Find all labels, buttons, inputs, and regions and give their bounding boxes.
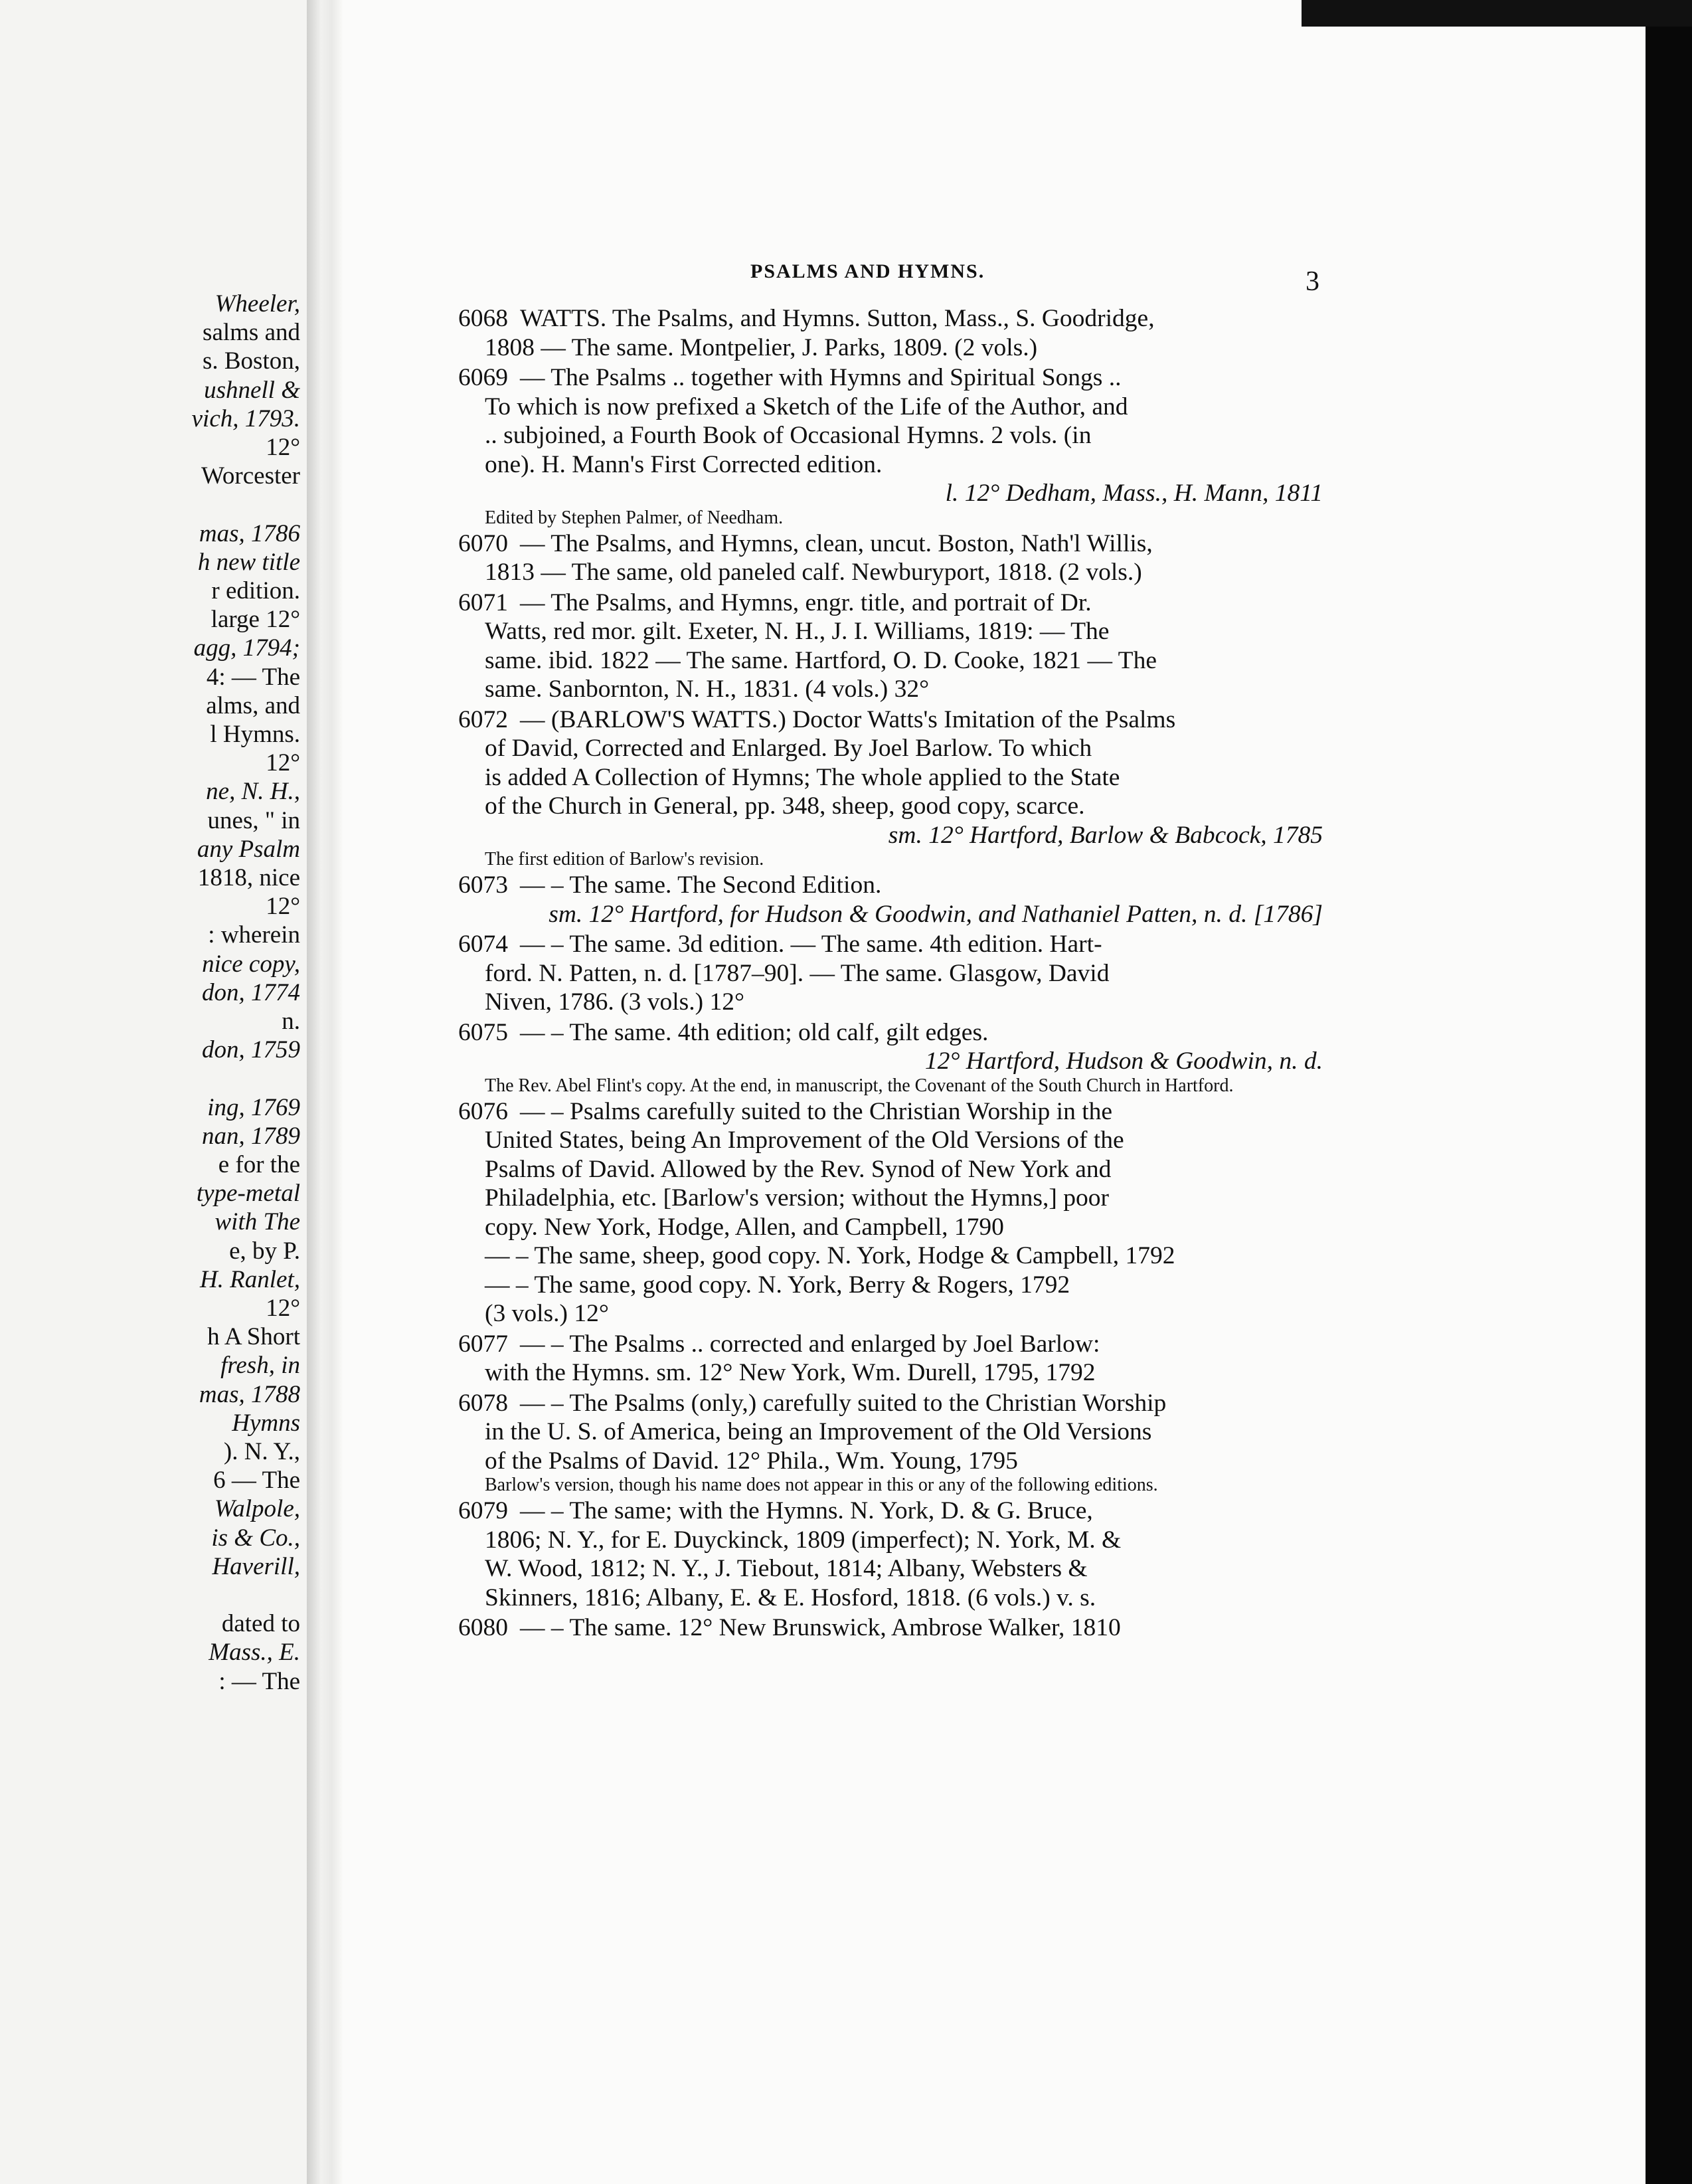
left-page-line: ushnell &	[204, 376, 300, 404]
entry-line	[458, 421, 1323, 450]
entry-text: United States, being An Improvement of the Old Versions of the	[485, 1127, 1124, 1154]
entry-text: Skinners, 1816; Albany, E. & E. Hosford, 1818. (6 vols.) v. s.	[485, 1584, 1096, 1611]
left-page-line: don, 1774	[202, 978, 300, 1006]
left-page-line: with The	[214, 1208, 300, 1236]
entry-line	[458, 333, 1323, 363]
entry-text: 1813 — The same, old paneled calf. Newburyport, 1818. (2 vols.)	[485, 559, 1142, 586]
entry-line	[458, 734, 1323, 763]
entry-imprint: l. 12° Dedham, Mass., H. Mann, 1811	[945, 480, 1323, 507]
left-page-line: vich, 1793.	[191, 405, 300, 432]
entry-line	[458, 1213, 1323, 1242]
entry-first-line	[458, 1389, 1323, 1418]
left-page-line: dated to	[221, 1610, 300, 1638]
entry-text: — – The same. The Second Edition.	[520, 871, 882, 899]
left-page-line: ing, 1769	[207, 1093, 300, 1121]
entry-number: 6071	[458, 589, 508, 616]
left-page-line: 6 — The	[213, 1467, 300, 1495]
entry-text: of the Psalms of David. 12° Phila., Wm. Young, 1795	[485, 1447, 1018, 1475]
entry-line	[458, 959, 1323, 988]
scan-top-edge	[1302, 0, 1692, 27]
book-gutter	[307, 0, 343, 2184]
entry-text: 1808 — The same. Montpelier, J. Parks, 1809. (2 vols.)	[485, 333, 1038, 361]
entry-imprint: 12° Hartford, Hudson & Goodwin, n. d.	[924, 1047, 1323, 1075]
left-page-line: 12°	[266, 1295, 300, 1322]
entry-note: The first edition of Barlow's revision.	[485, 849, 764, 869]
entry-number: 6073	[458, 871, 508, 899]
entry-first-line	[458, 705, 1323, 735]
catalog-entry	[458, 1018, 1323, 1096]
left-page-line: : wherein	[208, 921, 300, 949]
left-page-line: Wheeler,	[214, 290, 300, 318]
entry-first-line	[458, 1497, 1323, 1526]
entry-number: 6075	[458, 1018, 508, 1046]
entry-line	[458, 1554, 1323, 1584]
entry-line	[458, 1447, 1323, 1476]
left-page-line: nice copy,	[202, 950, 300, 978]
left-page-line: h new title	[197, 548, 300, 576]
entry-text: of David, Corrected and Enlarged. By Joel Barlow. To which	[485, 735, 1092, 762]
entry-text: — The Psalms, and Hymns, clean, uncut. Boston, Nath'l Willis,	[520, 529, 1153, 557]
catalog-entry	[458, 1497, 1323, 1612]
entry-text: 1806; N. Y., for E. Duyckinck, 1809 (imperfect); N. York, M. &	[485, 1526, 1122, 1554]
entry-text: ford. N. Patten, n. d. [1787–90]. — The same. Glasgow, David	[485, 959, 1110, 987]
catalog-entry	[458, 1330, 1323, 1388]
left-page-line: s. Boston,	[202, 347, 300, 375]
entry-line	[458, 1155, 1323, 1184]
entry-note: Barlow's version, though his name does not appear in this or any of the following editions.	[485, 1475, 1158, 1495]
entry-text: Watts, red mor. gilt. Exeter, N. H., J. I. Williams, 1819: — The	[485, 618, 1110, 645]
left-page-line: salms and	[203, 319, 300, 347]
entry-line	[458, 1299, 1323, 1328]
entry-text: — – The Psalms (only,) carefully suited to the Christian Worship	[520, 1389, 1167, 1417]
entry-text: — – The same; with the Hymns. N. York, D. & G. Bruce,	[520, 1497, 1093, 1524]
entry-number: 6072	[458, 705, 508, 733]
entry-text: — – Psalms carefully suited to the Christian Worship in the	[520, 1097, 1113, 1125]
entry-line	[458, 450, 1323, 480]
entry-text: — – The Psalms .. corrected and enlarged by Joel Barlow:	[520, 1330, 1100, 1358]
entry-text: To which is now prefixed a Sketch of the Life of the Author, and	[485, 393, 1128, 420]
left-page-line: e, by P.	[229, 1237, 300, 1265]
catalog-entry	[458, 304, 1323, 362]
entry-text: — The Psalms, and Hymns, engr. title, and portrait of Dr.	[520, 589, 1092, 616]
entry-text: copy. New York, Hodge, Allen, and Campbell, 1790	[485, 1213, 1004, 1241]
entry-text: — – The same, good copy. N. York, Berry & Rogers, 1792	[485, 1271, 1070, 1299]
catalog-entry	[458, 1097, 1323, 1328]
left-page-line: e for the	[218, 1151, 300, 1178]
left-page-line: any Psalm	[197, 835, 300, 863]
entry-text: — – The same. 4th edition; old calf, gilt edges.	[520, 1018, 989, 1046]
entry-line	[458, 558, 1323, 587]
entry-first-line	[458, 363, 1323, 393]
entry-text: .. subjoined, a Fourth Book of Occasional Hymns. 2 vols. (in	[485, 422, 1092, 449]
left-page-line: r edition.	[211, 577, 300, 604]
left-page-line: mas, 1788	[199, 1380, 300, 1408]
entry-first-line	[458, 529, 1323, 559]
entry-text: WATTS. The Psalms, and Hymns. Sutton, Mass., S. Goodridge,	[520, 305, 1155, 332]
left-page-line: : — The	[218, 1667, 300, 1695]
entry-line	[458, 646, 1323, 676]
entry-text: with the Hymns. sm. 12° New York, Wm. Durell, 1795, 1792	[485, 1359, 1096, 1386]
entry-first-line	[458, 1018, 1323, 1047]
entry-text: W. Wood, 1812; N. Y., J. Tiebout, 1814; Albany, Websters &	[485, 1555, 1088, 1582]
entry-imprint: sm. 12° Hartford, for Hudson & Goodwin, and Nathaniel Patten, n. d. [1786]	[549, 900, 1323, 928]
entry-note: The Rev. Abel Flint's copy. At the end, in manuscript, the Covenant of the South Church in Hartford.	[485, 1075, 1234, 1096]
entry-line	[458, 393, 1323, 422]
entry-text: (3 vols.) 12°	[485, 1300, 609, 1327]
entry-number: 6078	[458, 1389, 508, 1417]
left-page-line: Worcester	[201, 462, 300, 490]
entry-number: 6079	[458, 1497, 508, 1524]
left-page-line: alms, and	[206, 691, 300, 719]
left-page	[0, 0, 307, 2184]
entry-number: 6068	[458, 305, 508, 332]
entry-line	[458, 1358, 1323, 1388]
entry-line	[458, 1526, 1323, 1555]
entry-text: in the U. S. of America, being an Improvement of the Old Versions	[485, 1418, 1152, 1445]
left-page-line: Mass., E.	[209, 1639, 300, 1667]
catalog-entry	[458, 705, 1323, 870]
entry-text: — – The same, sheep, good copy. N. York, Hodge & Campbell, 1792	[485, 1242, 1175, 1269]
entry-text: is added A Collection of Hymns; The whole applied to the State	[485, 763, 1120, 791]
entry-text: of the Church in General, pp. 348, sheep, good copy, scarce.	[485, 792, 1085, 820]
left-page-line: ). N. Y.,	[223, 1438, 300, 1465]
left-page-line: fresh, in	[220, 1352, 300, 1380]
entry-number: 6080	[458, 1614, 508, 1641]
entry-text: Psalms of David. Allowed by the Rev. Synod of New York and	[485, 1155, 1112, 1183]
catalog-entries	[458, 304, 1323, 1644]
left-page-line: unes, " in	[207, 806, 300, 834]
left-page-line: 1818, nice	[197, 864, 300, 891]
catalog-entry	[458, 363, 1323, 528]
left-page-line: l Hymns.	[210, 721, 300, 748]
left-page-line: h A Short	[207, 1323, 300, 1351]
left-page-line: 12°	[266, 434, 300, 461]
entry-line	[458, 1417, 1323, 1447]
catalog-entry	[458, 1613, 1323, 1643]
entry-line	[458, 1271, 1323, 1300]
entry-line	[458, 763, 1323, 792]
entry-line	[458, 675, 1323, 704]
entry-text: — (BARLOW'S WATTS.) Doctor Watts's Imitation of the Psalms	[520, 705, 1176, 733]
entry-line	[458, 792, 1323, 821]
catalog-entry	[458, 871, 1323, 929]
entry-text: — – The same. 12° New Brunswick, Ambrose Walker, 1810	[520, 1614, 1121, 1641]
scan-edge	[1646, 0, 1692, 2184]
entry-first-line	[458, 1330, 1323, 1359]
left-page-line: is & Co.,	[211, 1524, 300, 1552]
left-page-line: Walpole,	[214, 1495, 300, 1523]
left-page-line: 12°	[266, 749, 300, 777]
left-page-line: 12°	[266, 893, 300, 921]
entry-text: one). H. Mann's First Corrected edition.	[485, 450, 883, 478]
entry-first-line	[458, 1097, 1323, 1127]
entry-number: 6070	[458, 529, 508, 557]
entry-text: Philadelphia, etc. [Barlow's version; without the Hymns,] poor	[485, 1184, 1109, 1212]
entry-line	[458, 617, 1323, 646]
entry-number: 6069	[458, 364, 508, 391]
entry-line	[458, 1126, 1323, 1155]
catalog-entry	[458, 930, 1323, 1017]
left-page-line: Haverill,	[212, 1552, 300, 1580]
entry-line	[458, 988, 1323, 1017]
entry-first-line	[458, 1613, 1323, 1643]
entry-text: — The Psalms .. together with Hymns and Spiritual Songs ..	[520, 364, 1122, 391]
entry-line	[458, 1184, 1323, 1213]
entry-first-line	[458, 589, 1323, 618]
entry-line	[458, 1584, 1323, 1613]
entry-number: 6076	[458, 1097, 508, 1125]
page-number: 3	[1306, 266, 1319, 297]
entry-text: Niven, 1786. (3 vols.) 12°	[485, 988, 745, 1016]
left-page-line: n.	[282, 1008, 300, 1035]
left-page-line: large 12°	[211, 606, 300, 634]
left-page-line: nan, 1789	[202, 1122, 300, 1150]
left-page-line: H. Ranlet,	[199, 1265, 300, 1293]
entry-number: 6077	[458, 1330, 508, 1358]
entry-text: same. ibid. 1822 — The same. Hartford, O. D. Cooke, 1821 — The	[485, 646, 1157, 674]
left-page-line: Hymns	[232, 1409, 300, 1437]
entry-first-line	[458, 930, 1323, 959]
entry-imprint: sm. 12° Hartford, Barlow & Babcock, 1785	[888, 821, 1323, 849]
left-page-line: type-metal	[196, 1180, 300, 1208]
running-head: PSALMS AND HYMNS.	[750, 260, 985, 282]
entry-text: — – The same. 3d edition. — The same. 4th edition. Hart-	[520, 931, 1102, 958]
left-page-line: ne, N. H.,	[206, 778, 300, 806]
left-page-line: mas, 1786	[199, 519, 300, 547]
left-page-line: don, 1759	[202, 1036, 300, 1064]
catalog-entry	[458, 1389, 1323, 1496]
entry-number: 6074	[458, 931, 508, 958]
entry-note: Edited by Stephen Palmer, of Needham.	[485, 507, 784, 528]
entry-text: same. Sanbornton, N. H., 1831. (4 vols.) 32°	[485, 676, 930, 703]
entry-first-line	[458, 871, 1323, 900]
catalog-entry	[458, 589, 1323, 704]
catalog-entry	[458, 529, 1323, 587]
entry-line	[458, 1241, 1323, 1271]
entry-first-line	[458, 304, 1323, 333]
left-page-line: 4: — The	[206, 663, 300, 691]
left-page-line: agg, 1794;	[193, 634, 300, 662]
